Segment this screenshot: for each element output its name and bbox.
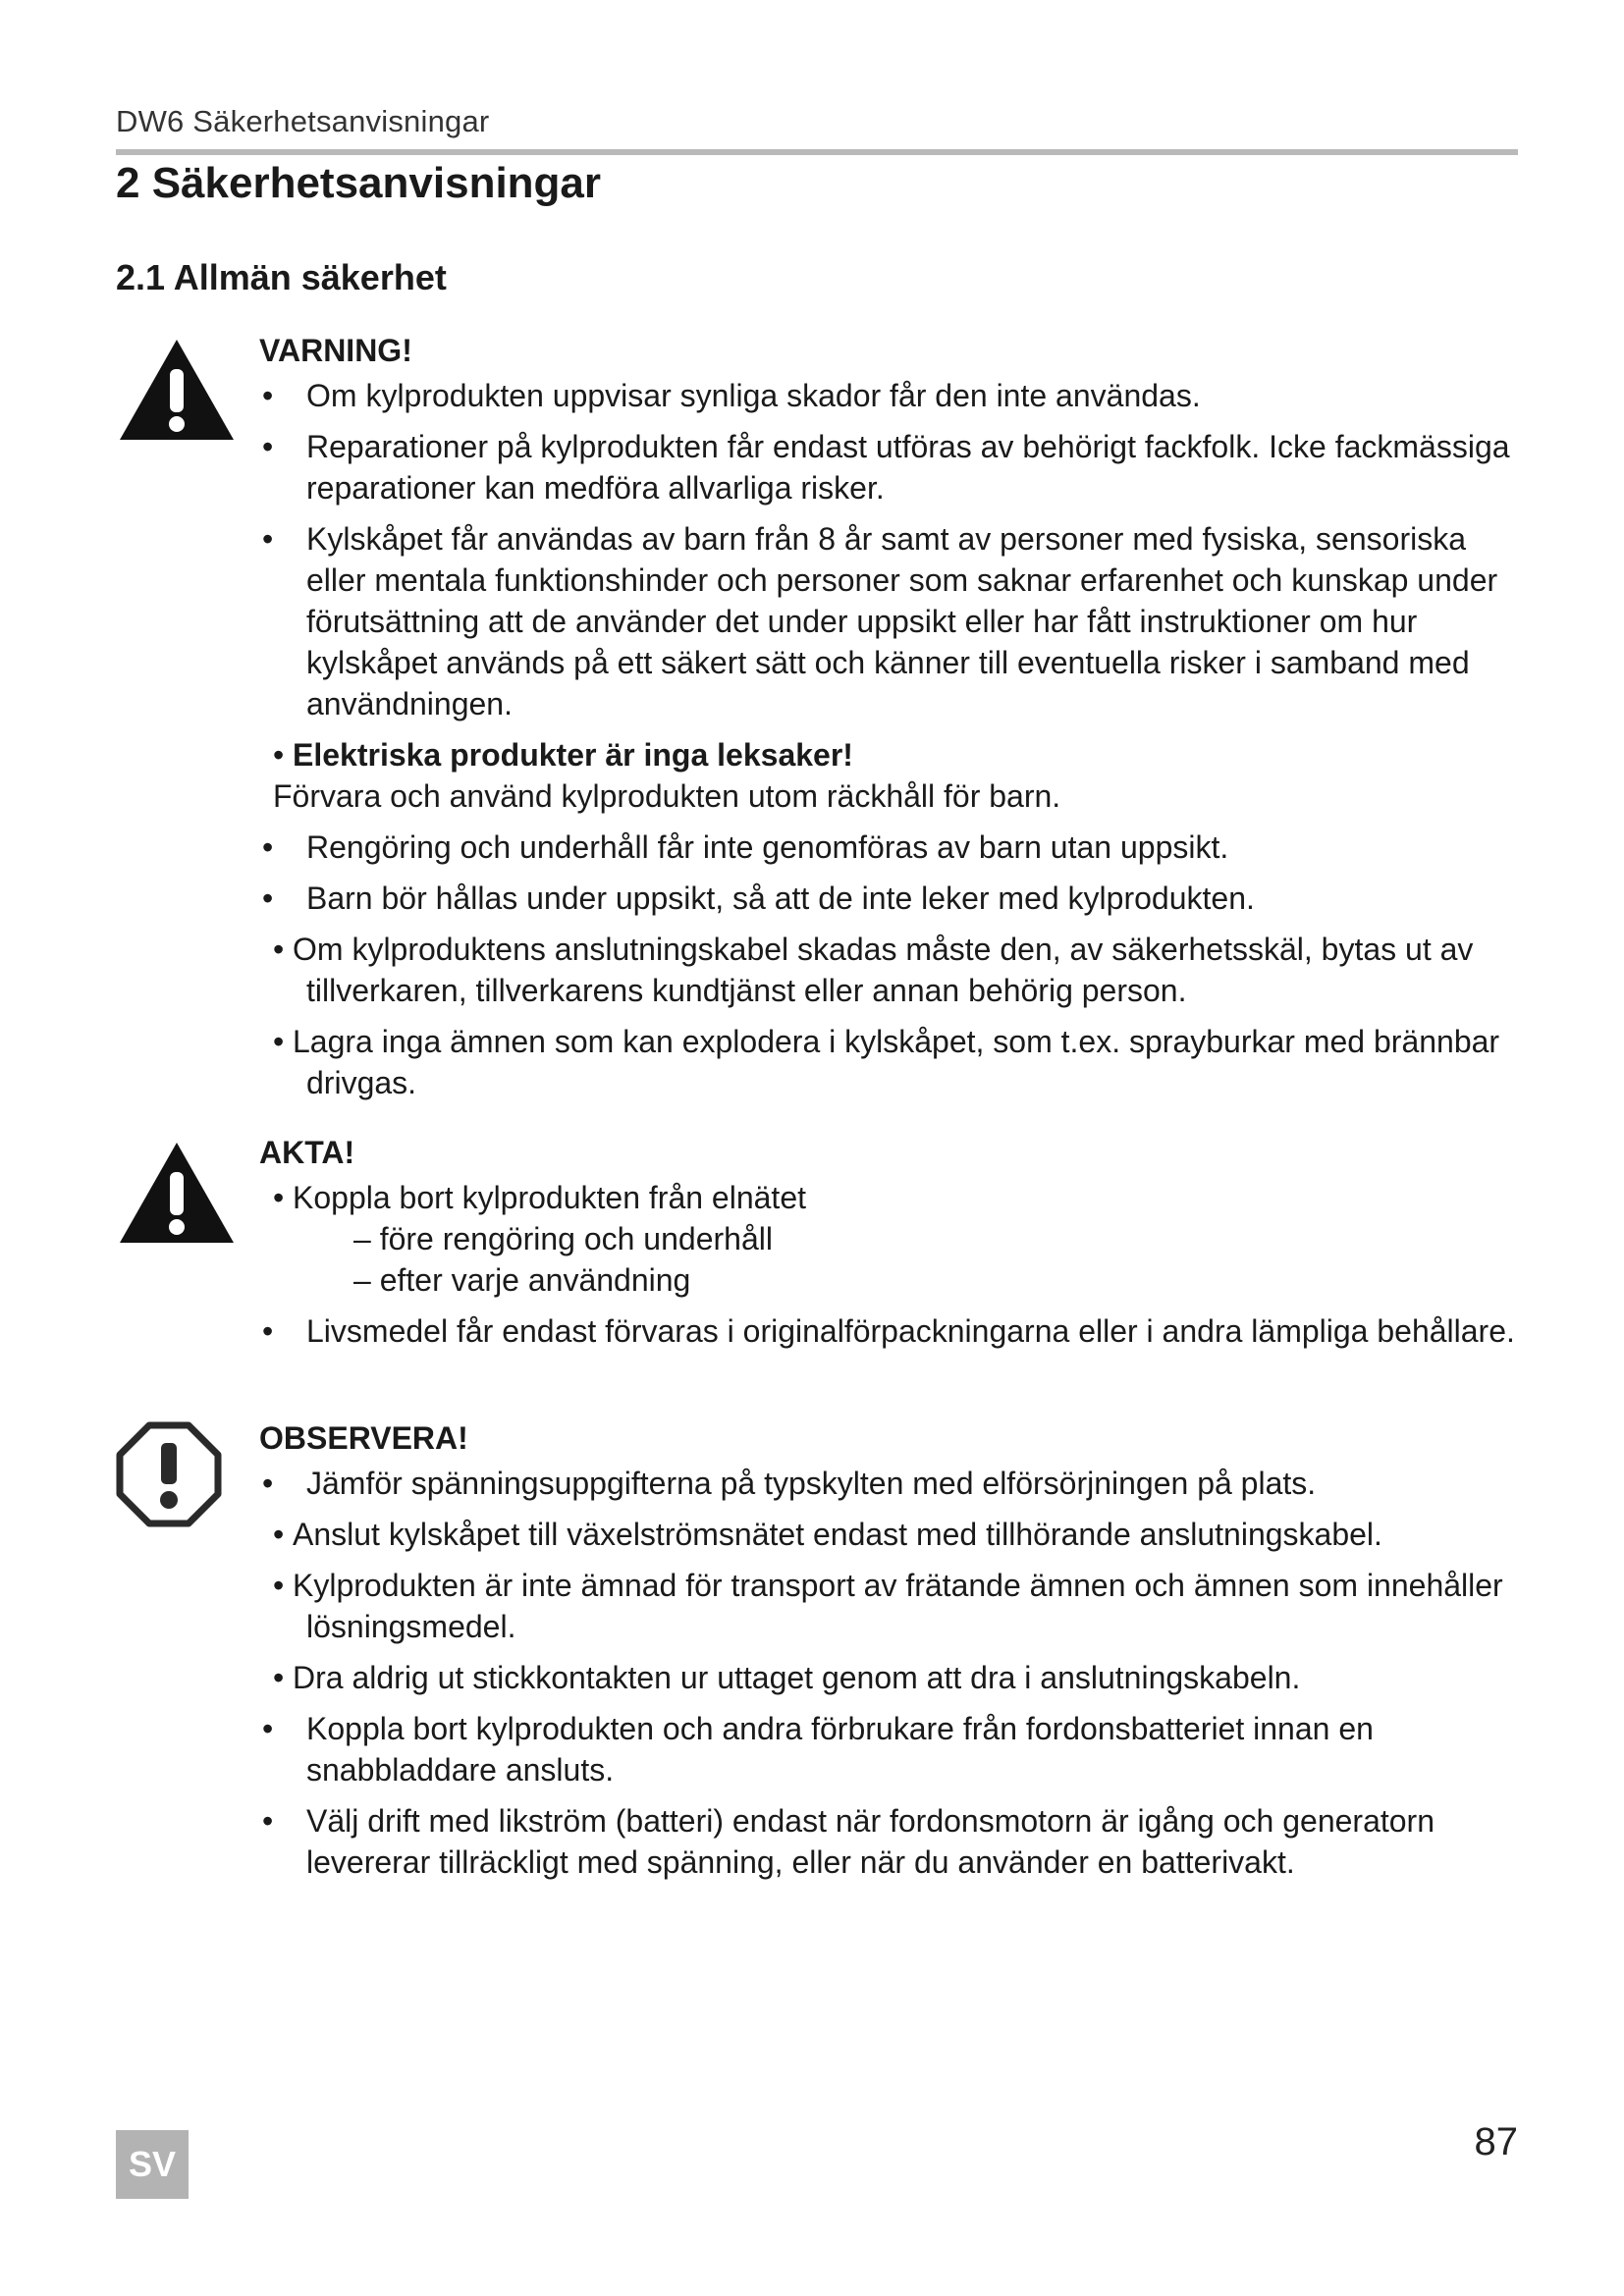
warning-block xyxy=(259,330,1526,1113)
list-item: • Anslut kylskåpet till växelströmsnätet endast med tillhörande anslutningskabel. xyxy=(273,1517,1382,1552)
warning-label: VARNING! xyxy=(259,333,412,368)
list-sub-item: – efter varje användning xyxy=(353,1262,691,1298)
notice-label: OBSERVERA! xyxy=(259,1420,468,1456)
list-item: • Koppla bort kylprodukten från elnätet – före rengöring och underhåll – efter varje användning xyxy=(259,1177,1526,1301)
subsection-title: 2.1 Allmän säkerhet xyxy=(116,257,447,297)
list-item: • Dra aldrig ut stickkontakten ur uttaget genom att dra i anslutningskabeln. xyxy=(273,1660,1301,1695)
list-item-text: Om kylproduktens anslutningskabel skadas måste den, av säkerhetsskäl, bytas ut av tillverkaren, tillverkarens kundtjänst eller annan behörig person. xyxy=(293,932,1474,1008)
caution-block xyxy=(259,1132,1526,1362)
header-rule xyxy=(116,149,1518,155)
warning-triangle-icon xyxy=(116,1139,238,1247)
running-head: DW6 Säkerhetsanvisningar xyxy=(116,104,490,138)
list-item: • Kylskåpet får användas av barn från 8 år samt av personer med fysiska, sensoriska eller mentala funktionshinder och personer som saknar erfarenhet och kunskap under förutsättning att de använder det under uppsikt eller har fått instruktioner om hur kylskåpet används på ett säkert sätt och känner till eventuella risker i samband med användningen. xyxy=(259,518,1526,724)
list-item: • Jämför spänningsuppgifterna på typskylten med elförsörjningen på plats. xyxy=(259,1463,1526,1504)
list-sub-item: – före rengöring och underhåll xyxy=(353,1221,773,1256)
notice-block xyxy=(259,1417,1526,1893)
list-item: • Om kylproduktens anslutningskabel skadas måste den, av säkerhetsskäl, bytas ut av tillverkaren, tillverkarens kundtjänst eller annan behörig person. xyxy=(273,932,1474,1008)
list-item-text: Koppla bort kylprodukten från elnätet xyxy=(293,1180,806,1215)
list-item: • Kylprodukten är inte ämnad för transport av frätande ämnen och ämnen som innehåller lösningsmedel. xyxy=(273,1568,1503,1644)
page-number: 87 xyxy=(1474,2120,1518,2163)
list-item-text: Lagra inga ämnen som kan explodera i kylskåpet, som t.ex. sprayburkar med brännbar drivgas. xyxy=(293,1024,1500,1100)
list-item: • Elektriska produkter är inga leksaker! Förvara och använd kylprodukten utom räckhåll för barn. xyxy=(259,734,1526,817)
list-item: • Om kylprodukten uppvisar synliga skador får den inte användas. xyxy=(259,375,1526,416)
list-item: • Barn bör hållas under uppsikt, så att de inte leker med kylprodukten. xyxy=(259,878,1526,919)
list-item-text: Dra aldrig ut stickkontakten ur uttaget genom att dra i anslutningskabeln. xyxy=(293,1660,1301,1695)
list-item: • Rengöring och underhåll får inte genomföras av barn utan uppsikt. xyxy=(259,827,1526,868)
list-item: • Koppla bort kylprodukten och andra förbrukare från fordonsbatteriet innan en snabbladdare ansluts. xyxy=(259,1708,1526,1790)
section-title: 2 Säkerhetsanvisningar xyxy=(116,159,602,207)
list-item-text: Kylprodukten är inte ämnad för transport av frätande ämnen och ämnen som innehåller lösningsmedel. xyxy=(293,1568,1503,1644)
list-item: • Reparationer på kylprodukten får endast utföras av behörigt fackfolk. Icke fackmässiga reparationer kan medföra allvarliga risker. xyxy=(259,426,1526,508)
caution-label: AKTA! xyxy=(259,1135,355,1170)
language-tab: SV xyxy=(116,2130,189,2199)
list-item: • Lagra inga ämnen som kan explodera i kylskåpet, som t.ex. sprayburkar med brännbar drivgas. xyxy=(273,1024,1500,1100)
list-item: • Välj drift med likström (batteri) endast när fordonsmotorn är igång och generatorn levererar tillräckligt med spänning, eller när du använder en batterivakt. xyxy=(259,1800,1526,1883)
notice-octagon-icon xyxy=(116,1421,222,1527)
list-item-emphasis: Elektriska produkter är inga leksaker! xyxy=(293,737,853,773)
list-item: • Livsmedel får endast förvaras i originalförpackningarna eller i andra lämpliga behållare. xyxy=(259,1310,1526,1352)
list-item-continuation: Förvara och använd kylprodukten utom räckhåll för barn. xyxy=(273,778,1061,814)
list-item-text: Anslut kylskåpet till växelströmsnätet endast med tillhörande anslutningskabel. xyxy=(293,1517,1382,1552)
warning-triangle-icon xyxy=(116,336,238,444)
